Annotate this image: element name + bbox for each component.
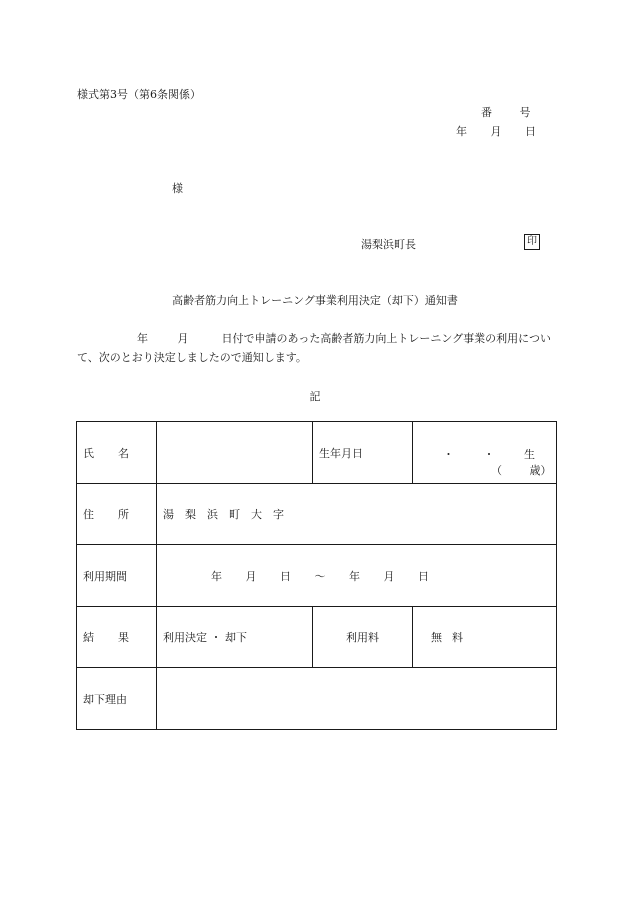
period-value: 年 月 日 ～ 年 月 日 [157,545,557,607]
row-name [77,422,557,484]
document-number-label: 番 号 [481,106,543,119]
ki-heading: 記 [309,390,321,403]
issuer-name: 湯梨浜町長 [361,238,416,251]
row-result [77,607,557,668]
age-line: （ 歳） [491,464,552,477]
issue-date-line: 年 月 日 [456,125,536,138]
name-value [157,422,313,484]
birth-date-line: ・ ・ 生 [443,448,535,461]
reject-reason-label: 却下理由 [77,668,157,730]
intro-text: 日付で申請のあった高齢者筋力向上トレーニング事業の利用について、次のとおり決定しましたので通知します。 [77,332,551,364]
form-number: 様式第3号（第6条関係） [77,88,201,101]
seal-mark: 印 [524,234,540,250]
addressee-suffix: 様 [172,182,183,195]
period-label: 利用期間 [77,545,157,607]
result-value: 利用決定 ・ 却下 [157,607,313,668]
name-label: 氏名 [77,422,157,484]
row-period [77,545,557,607]
fee-value: 無料 [413,607,557,668]
reject-reason-value [157,668,557,730]
row-address [77,484,557,545]
address-label: 住所 [77,484,157,545]
birth-value [413,422,557,484]
fee-label: 利用料 [313,607,413,668]
result-label: 結果 [77,607,157,668]
document-title: 高齢者筋力向上トレーニング事業利用決定（却下）通知書 [172,294,458,307]
intro-date: 年 月 [137,332,189,345]
notice-body [77,329,552,367]
address-value: 湯梨浜町大字 [157,484,557,545]
decision-table [76,421,557,730]
birth-label: 生年月日 [313,422,413,484]
row-reject-reason [77,668,557,730]
